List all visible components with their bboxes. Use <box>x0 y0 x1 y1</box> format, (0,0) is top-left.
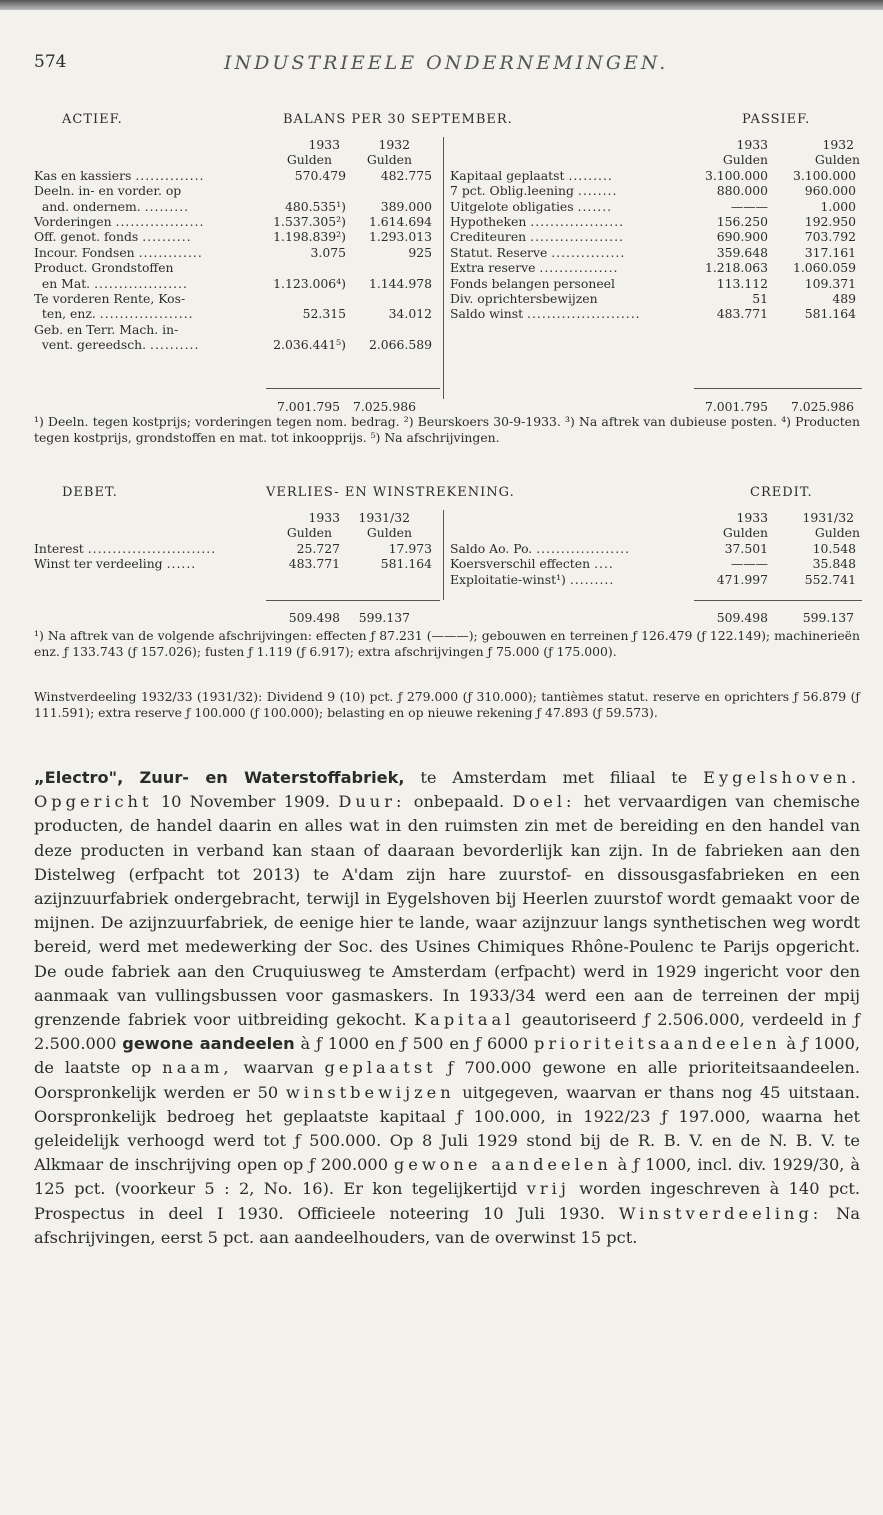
row-label-text: Product. Grondstoffen <box>34 260 174 276</box>
row-label-text: Extra reserve <box>450 260 536 276</box>
ledger-row <box>450 291 860 306</box>
spaced-term: Duur: <box>338 792 406 812</box>
ledger-row <box>34 183 442 198</box>
value-current-year: 690.900 <box>716 229 768 245</box>
total-1932: 7.025.986 <box>790 399 854 414</box>
value-prior-year: 389.000 <box>380 198 432 214</box>
leader-dots: ............. <box>138 244 203 260</box>
unit-label: Gulden <box>286 152 332 168</box>
ledger-row <box>34 306 442 321</box>
total-1931-32: 599.137 <box>358 610 410 625</box>
value-prior-year: 1.144.978 <box>368 275 432 291</box>
total-1932: 7.025.986 <box>352 399 416 414</box>
row-label-text: Off. genot. fonds <box>34 229 139 245</box>
row-label-text: Geb. en Terr. Mach. in- <box>34 321 179 337</box>
entry-text: Na afschrijvingen, eerst 5 pct. aan aandeelhouders, van de overwinst 15 pct. <box>34 1203 860 1247</box>
row-label <box>34 337 199 352</box>
value-prior-year: 489 <box>832 290 856 306</box>
entry-text: te Amsterdam met filiaal te <box>404 768 704 787</box>
total-rule <box>266 388 440 389</box>
spaced-term: naam, <box>162 1058 233 1078</box>
row-label-text: en Mat. <box>34 275 91 291</box>
year-1933: 1933 <box>308 137 340 152</box>
entry-text: uitgegeven, waarvan er thans nog 45 uitstaan. Oorspronkelijk bedroeg het geplaatste kapitaal ƒ 100.000, in 1922/23 ƒ 197.000, waarna het geleidelijk verhoogd werd tot ƒ 500.000. Op 8 Juli 1929 stond bij de R. B. V. en de N. B. V. te Alkmaar de inschrijving open op ƒ 200.000 <box>34 1082 860 1175</box>
unit-label: Gulden <box>286 525 332 541</box>
column-divider <box>443 510 444 600</box>
spaced-term: vrij <box>526 1179 570 1199</box>
year-1933: 1933 <box>308 510 340 525</box>
value-prior-year: 35.848 <box>812 556 856 572</box>
leader-dots: ...... <box>166 556 197 572</box>
leader-dots: ................... <box>99 306 194 322</box>
leader-dots: ........ <box>577 183 618 199</box>
ledger-row <box>34 245 442 260</box>
spaced-term: winstbewijzen <box>285 1082 455 1102</box>
row-label-text: Interest <box>34 540 84 556</box>
value-prior-year: 1.060.059 <box>792 260 856 276</box>
leader-dots: ............... <box>551 244 626 260</box>
year-1932: 1932 <box>378 137 410 152</box>
bold-term: gewone aandeelen <box>122 1034 295 1054</box>
total-1931-32: 599.137 <box>802 610 854 625</box>
row-label-text: Kapitaal geplaatst <box>450 167 565 183</box>
value-current-year: 483.771 <box>288 556 340 572</box>
ledger-row <box>450 229 860 244</box>
value-prior-year: 960.000 <box>804 183 856 199</box>
value-current-year: 483.771 <box>716 306 768 322</box>
ledger-row <box>450 556 860 571</box>
total-rule <box>694 388 862 389</box>
balance-right-column <box>450 137 860 322</box>
entry-text: waarvan <box>232 1058 325 1078</box>
row-label <box>450 291 598 306</box>
value-current-year: 570.479 <box>294 167 346 183</box>
unit-header-row <box>34 152 442 167</box>
leader-dots: .......... <box>142 229 192 245</box>
value-prior-year: 17.973 <box>388 540 432 556</box>
value-current-year: 3.075 <box>310 244 346 260</box>
row-label <box>450 260 618 275</box>
pl-left-heading: DEBET. <box>62 485 118 500</box>
row-label-text: Saldo Ao. Po. <box>450 540 533 556</box>
ledger-row <box>450 306 860 321</box>
row-label <box>34 245 203 260</box>
row-label-text: vent. gereedsch. <box>34 337 147 353</box>
row-label-text: Crediteuren <box>450 229 527 245</box>
value-current-year: 51 <box>752 290 768 306</box>
balance-left-column <box>34 137 442 352</box>
value-prior-year: 552.741 <box>804 571 856 587</box>
spaced-term: prioriteitsaandeelen <box>534 1034 781 1054</box>
ledger-row <box>34 541 442 556</box>
ledger-row <box>34 337 442 352</box>
unit-header-row <box>450 525 860 540</box>
row-label-text: Koersverschil effecten <box>450 556 591 572</box>
leader-dots: ......... <box>144 198 190 214</box>
row-label <box>34 168 205 183</box>
ledger-row <box>450 572 860 587</box>
value-current-year: 880.000 <box>716 183 768 199</box>
unit-label: Gulden <box>814 152 860 168</box>
ledger-row <box>34 556 442 571</box>
entry-text: à ƒ 1000 en ƒ 500 en ƒ 6000 <box>294 1034 535 1054</box>
value-prior-year: 1.293.013 <box>368 229 432 245</box>
row-label <box>450 306 641 321</box>
row-label <box>450 572 614 587</box>
ledger-row <box>34 229 442 244</box>
value-prior-year: 34.012 <box>388 306 432 322</box>
ledger-row <box>34 322 442 337</box>
year-header-row <box>450 137 860 152</box>
row-label <box>450 276 615 291</box>
entry-text: à ƒ 1000, de laatste op <box>34 1034 861 1078</box>
value-prior-year: 10.548 <box>812 540 856 556</box>
value-current-year: 1.218.063 <box>704 260 768 276</box>
row-label-text: Te vorderen Rente, Kos- <box>34 290 186 306</box>
running-header <box>34 52 849 82</box>
leader-dots: ................ <box>539 260 619 276</box>
unit-label: Gulden <box>814 525 860 541</box>
value-current-year: 471.997 <box>716 571 768 587</box>
row-label-text: 7 pct. Oblig.leening <box>450 183 574 199</box>
value-prior-year: 192.950 <box>804 213 856 229</box>
entry-text: worden ingeschreven à 140 pct. Prospectus in deel I 1930. Officieele noteering 10 Juli 1930. <box>34 1179 860 1223</box>
value-current-year: 3.100.000 <box>704 167 768 183</box>
page-number: 574 <box>34 52 67 72</box>
row-label-text: Deeln. in- en vorder. op <box>34 183 182 199</box>
ledger-row <box>450 245 860 260</box>
unit-header-row <box>450 152 860 167</box>
pl-right-heading: CREDIT. <box>750 485 813 500</box>
value-current-year: 1.198.839²) <box>273 229 346 245</box>
balance-right-heading: PASSIEF. <box>742 112 811 127</box>
row-label <box>450 199 612 214</box>
total-1933: 7.001.795 <box>276 399 340 414</box>
leader-dots: .................. <box>115 213 205 229</box>
row-label <box>34 214 204 229</box>
balance-total-right <box>450 399 860 415</box>
spaced-term: gewone aandeelen <box>393 1155 612 1175</box>
leader-dots: ................... <box>94 275 188 291</box>
total-1933: 7.001.795 <box>704 399 768 414</box>
row-label <box>450 541 630 556</box>
row-label <box>34 541 216 556</box>
year-header-row <box>450 510 860 525</box>
spaced-term: Eygelshoven. <box>703 768 860 787</box>
ledger-row <box>450 183 860 198</box>
entry-text: à ƒ 1000, incl. div. 1929/30, à 125 pct. (voorkeur 5 : 2, No. 16). Er kon tegelijkertijd <box>34 1155 860 1199</box>
leader-dots: .......................... <box>87 540 217 556</box>
ledger-row <box>34 199 442 214</box>
unit-header-row <box>34 525 442 540</box>
year-1933: 1933 <box>736 137 768 152</box>
entry-text: 10 November 1909. <box>152 792 339 812</box>
row-label-text: Winst ter verdeeling <box>34 556 163 572</box>
row-label <box>34 291 185 306</box>
value-prior-year: 581.164 <box>804 306 856 322</box>
row-label <box>34 276 188 291</box>
value-prior-year: 3.100.000 <box>792 167 856 183</box>
ledger-row <box>450 168 860 183</box>
year-header-row <box>34 137 442 152</box>
ledger-row <box>450 276 860 291</box>
value-prior-year: 703.792 <box>804 229 856 245</box>
value-current-year: 25.727 <box>296 540 340 556</box>
pl-footnote: ¹) Na aftrek van de volgende afschrijvingen: effecten ƒ 87.231 (———); gebouwen en terreinen ƒ 126.479 (ƒ 122.149); machinerieën enz. ƒ 133.743 (ƒ 157.026); fusten ƒ 1.119 (ƒ 6.917); extra afschrijvingen ƒ 75.000 (ƒ 175.000). <box>34 628 860 659</box>
leader-dots: ....................... <box>527 306 641 322</box>
leader-dots: ................... <box>530 229 624 245</box>
value-current-year: 37.501 <box>724 540 768 556</box>
value-prior-year: 2.066.589 <box>368 337 432 353</box>
spaced-term: Kapitaal <box>414 1010 515 1030</box>
year-1931-32: 1931/32 <box>802 510 854 525</box>
year-1932: 1932 <box>822 137 854 152</box>
value-prior-year: 1.614.694 <box>368 213 432 229</box>
ledger-row <box>34 214 442 229</box>
pl-right-column <box>450 510 860 587</box>
row-label-text: Uitgelote obligaties <box>450 198 574 214</box>
value-current-year: 2.036.441⁵) <box>273 337 346 353</box>
value-current-year: ——— <box>730 198 768 214</box>
balance-left-heading: ACTIEF. <box>62 112 123 127</box>
value-current-year: 359.648 <box>716 244 768 260</box>
unit-label: Gulden <box>366 152 412 168</box>
row-label-text: Kas en kassiers <box>34 167 132 183</box>
row-label <box>450 214 624 229</box>
row-label-text: Exploitatie-winst¹) <box>450 571 566 587</box>
running-title: INDUSTRIEELE ONDERNEMINGEN. <box>224 52 669 74</box>
leader-dots: ......... <box>568 167 613 183</box>
company-name: „Electro", Zuur- en Waterstoffabriek, <box>34 768 405 787</box>
entry-text: het vervaardigen van chemische producten, de handel daarin en alles wat in den ruimsten zin met de bereiding en den handel van deze producten in verband kan staan of daaraan bevorderlijk kan zijn. In de fabrieken aan den Distelweg (erfpacht tot 2013) te A'dam zijn hare zuurstof- en dissousgasfabrieken en een azijnzuurfabriek ondergebracht, terwijl in Eygelshoven bij Heerlen zuurstof wordt gemaakt voor de mijnen. De azijnzuurfabriek, de eenige hier te lande, waar azijnzuur langs synthetischen weg wordt bereid, werd met medewerking der Soc. des Usines Chimiques Rhône-Poulenc te Parijs opgericht. De oude fabriek aan den Cruquiusweg te Amsterdam (erfpacht) werd in 1929 ingericht voor den aanmaak van vullingsbussen voor gasmaskers. In 1933/34 werd een aan de terreinen der mpij grenzende fabriek voor uitbreiding gekocht. <box>34 792 860 1030</box>
ledger-row <box>450 260 860 275</box>
row-label-text: Hypotheken <box>450 213 527 229</box>
value-prior-year: 1.000 <box>820 198 856 214</box>
spaced-term: Winstverdeeling: <box>618 1203 823 1223</box>
row-label <box>34 322 178 337</box>
year-1933: 1933 <box>736 510 768 525</box>
ledger-row <box>450 199 860 214</box>
spaced-term: Opgericht <box>34 792 153 812</box>
value-current-year: 1.537.305²) <box>273 213 346 229</box>
row-label-text: Div. oprichtersbewijzen <box>450 290 598 306</box>
total-rule <box>694 600 862 601</box>
row-label <box>450 168 613 183</box>
row-label <box>450 556 614 571</box>
pl-center-heading: VERLIES- EN WINSTREKENING. <box>266 485 515 500</box>
ledger-row <box>34 276 442 291</box>
value-current-year: 113.112 <box>716 275 768 291</box>
value-prior-year: 109.371 <box>804 275 856 291</box>
ledger-row <box>450 541 860 556</box>
value-prior-year: 482.775 <box>380 167 432 183</box>
ledger-row <box>34 260 442 275</box>
leader-dots: ................... <box>536 540 631 556</box>
row-label-text: Fonds belangen personeel <box>450 275 615 291</box>
unit-label: Gulden <box>722 525 768 541</box>
value-prior-year: 581.164 <box>380 556 432 572</box>
row-label-text: Statut. Reserve <box>450 244 548 260</box>
balance-center-heading: BALANS PER 30 SEPTEMBER. <box>283 112 513 127</box>
leader-dots: ......... <box>569 571 615 587</box>
leader-dots: .......... <box>150 337 200 353</box>
row-label <box>450 229 624 244</box>
row-label-text: Incour. Fondsen <box>34 244 135 260</box>
leader-dots: ....... <box>577 198 613 214</box>
total-rule <box>266 600 440 601</box>
total-1933: 509.498 <box>288 610 340 625</box>
row-label-text: Saldo winst <box>450 306 524 322</box>
value-current-year: 480.535¹) <box>284 198 346 214</box>
spaced-term: Doel: <box>512 792 576 812</box>
row-label <box>34 229 192 244</box>
company-entry <box>34 766 860 1250</box>
year-1931-32: 1931/32 <box>358 510 410 525</box>
total-1933: 509.498 <box>716 610 768 625</box>
unit-label: Gulden <box>722 152 768 168</box>
ledger-row <box>34 291 442 306</box>
row-label <box>34 183 181 198</box>
ledger-row <box>34 168 442 183</box>
row-label <box>34 260 174 275</box>
ledger-row <box>450 214 860 229</box>
entry-text: geautoriseerd ƒ 2.506.000, verdeeld in ƒ 2.500.000 <box>34 1010 861 1054</box>
row-label <box>34 306 194 321</box>
balance-total-left <box>34 399 442 415</box>
value-current-year: 1.123.006⁴) <box>273 275 346 291</box>
value-prior-year: 317.161 <box>804 244 856 260</box>
row-label-text: Vorderingen <box>34 213 112 229</box>
column-divider <box>443 137 444 399</box>
profit-distribution-note: Winstverdeeling 1932/33 (1931/32): Dividend 9 (10) pct. ƒ 279.000 (ƒ 310.000); tantièmes statut. reserve en oprichters ƒ 56.879 (ƒ 111.591); extra reserve ƒ 100.000 (ƒ 100.000); belasting en op nieuwe rekening ƒ 47.893 (ƒ 59.573). <box>34 689 860 720</box>
leader-dots: .............. <box>135 167 205 183</box>
leader-dots: ................... <box>530 213 625 229</box>
row-label-text: and. ondernem. <box>34 198 141 214</box>
value-current-year: 156.250 <box>716 213 768 229</box>
balance-footnotes: ¹) Deeln. tegen kostprijs; vorderingen tegen nom. bedrag. ²) Beurskoers 30-9-1933. ³) Na aftrek van dubieuse posten. ⁴) Producten tegen kostprijs, grondstoffen en mat. tot inkoopprijs. ⁵) Na afschrijvingen. <box>34 414 860 445</box>
row-label <box>450 183 617 198</box>
value-current-year: ——— <box>730 556 768 572</box>
unit-label: Gulden <box>366 525 412 541</box>
page-top-edge <box>0 0 883 10</box>
spaced-term: geplaatst <box>324 1058 437 1078</box>
leader-dots: .... <box>594 556 614 572</box>
row-label-text: ten, enz. <box>34 306 96 322</box>
pl-left-column <box>34 510 442 572</box>
row-label <box>450 245 625 260</box>
row-label <box>34 556 196 571</box>
value-current-year: 52.315 <box>302 306 346 322</box>
value-prior-year: 925 <box>408 244 432 260</box>
pl-total-right <box>450 610 860 626</box>
row-label <box>34 199 189 214</box>
pl-total-left <box>34 610 442 626</box>
year-header-row <box>34 510 442 525</box>
entry-text: onbepaald. <box>405 792 513 812</box>
entry-text: ƒ 700.000 gewone en alle prioriteitsaandeelen. Oorspronkelijk werden er 50 <box>34 1058 860 1102</box>
